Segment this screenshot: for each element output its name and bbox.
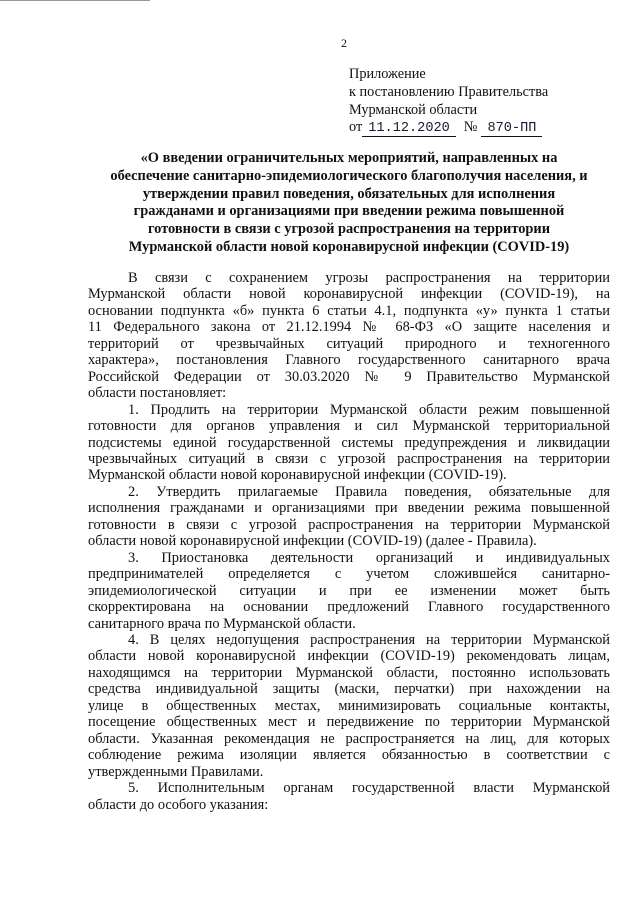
body-line: характера», постановления Главного государственного санитарного врача (88, 352, 610, 369)
body-line: средства индивидуальной защиты (маски, перчатки) при нахождении на (88, 681, 610, 698)
body-line: Мурманской области новой коронавирусной инфекции (COVID-19). (88, 467, 507, 484)
body-line: 11 Федерального закона от 21.12.1994 № 68-ФЗ «О защите населения и (88, 319, 610, 336)
decree-date: 11.12.2020 (362, 121, 456, 137)
body-line: скорректирована на основании предложений Главного государственного (88, 599, 610, 616)
body-line: области новой коронавирусной инфекции (COVID-19) (далее - Правила). (88, 533, 537, 550)
body-line: 5. Исполнительным органам государственной власти Мурманской (128, 780, 610, 797)
top-divider (0, 0, 150, 1)
document-body (88, 270, 610, 813)
title-line: утверждении правил поведения, обязательных для исполнения (142, 185, 556, 202)
body-line: 2. Утвердить прилагаемые Правила поведения, обязательные для (128, 483, 610, 500)
document-title (88, 150, 610, 257)
title-line: «О введении ограничительных мероприятий, направленных на (140, 150, 558, 166)
body-line: области постановляет: (88, 385, 227, 402)
body-line: исполнения гражданами и организациями при введении режима повышенной (88, 500, 610, 517)
body-line: подсистемы единой государственной системы предупреждения и ликвидации (88, 434, 610, 451)
body-line: находящимся на территории Мурманской области, постоянно использовать (88, 664, 610, 681)
date-prefix: от (349, 119, 363, 136)
body-line: области новой коронавирусной инфекции (COVID-19) рекомендовать лицам, (88, 648, 610, 665)
title-line: готовности в связи с угрозой распространения на территории (147, 221, 551, 238)
body-line: В связи с сохранением угрозы распространения на территории (128, 270, 610, 286)
decree-number: 870-ПП (481, 121, 542, 137)
body-line: Российской Федерации от 30.03.2020 № 9 Правительство Мурманской (88, 368, 610, 385)
body-line: предпринимателей определяется с учетом сложившейся санитарно- (88, 566, 610, 583)
body-line: санитарного врача по Мурманской области. (88, 615, 356, 632)
appendix-line: Приложение (349, 66, 426, 82)
title-line: обеспечение санитарно-эпидемиологического благополучия населения, и (110, 167, 588, 184)
body-line: области. Указанная рекомендация не распространяется на лиц, для которых (88, 730, 610, 747)
body-line: утвержденными Правилами. (88, 763, 264, 780)
body-line: территорий от чрезвычайных ситуаций природного и техногенного (88, 335, 610, 352)
body-line: 4. В целях недопущения распространения на территории Мурманской (128, 631, 610, 648)
body-line: улице в общественных местах, минимизировать социальные контакты, (88, 697, 610, 714)
body-line: 3. Приостановка деятельности организаций и индивидуальных (128, 549, 610, 566)
title-line: Мурманской области новой коронавирусной инфекции (COVID-19) (128, 238, 570, 255)
body-line: готовности для органов управления и сил Мурманской территориальной (88, 418, 610, 435)
body-line: области до особого указания: (88, 796, 269, 813)
body-line: 1. Продлить на территории Мурманской области режим повышенной (128, 401, 610, 418)
appendix-line: Мурманской области (349, 101, 478, 118)
number-sign: № (463, 119, 478, 136)
body-line: основании подпункта «б» пункта 6 статьи 4.1, подпункта «у» пункта 1 статьи (88, 302, 610, 319)
body-line: соблюдение режима изоляции является обязанностью в соответствии с (88, 747, 610, 764)
appendix-date-line (349, 119, 548, 138)
body-line: чрезвычайных ситуаций в связи с угрозой распространения на территории (88, 450, 610, 467)
appendix-line: к постановлению Правительства (349, 83, 549, 100)
body-line: готовности в связи с угрозой распространения на территории Мурманской (88, 516, 610, 533)
body-line: посещение общественных мест и передвижение по территории Мурманской (88, 714, 610, 731)
body-line: Мурманской области новой коронавирусной инфекции (COVID-19), на (88, 286, 610, 303)
body-line: эпидемиологической ситуации и при ее изменении может быть (88, 582, 610, 599)
page-number: 2 (341, 36, 347, 50)
appendix-block (349, 66, 548, 138)
title-line: гражданами и организациями при введении режима повышенной (133, 203, 565, 220)
